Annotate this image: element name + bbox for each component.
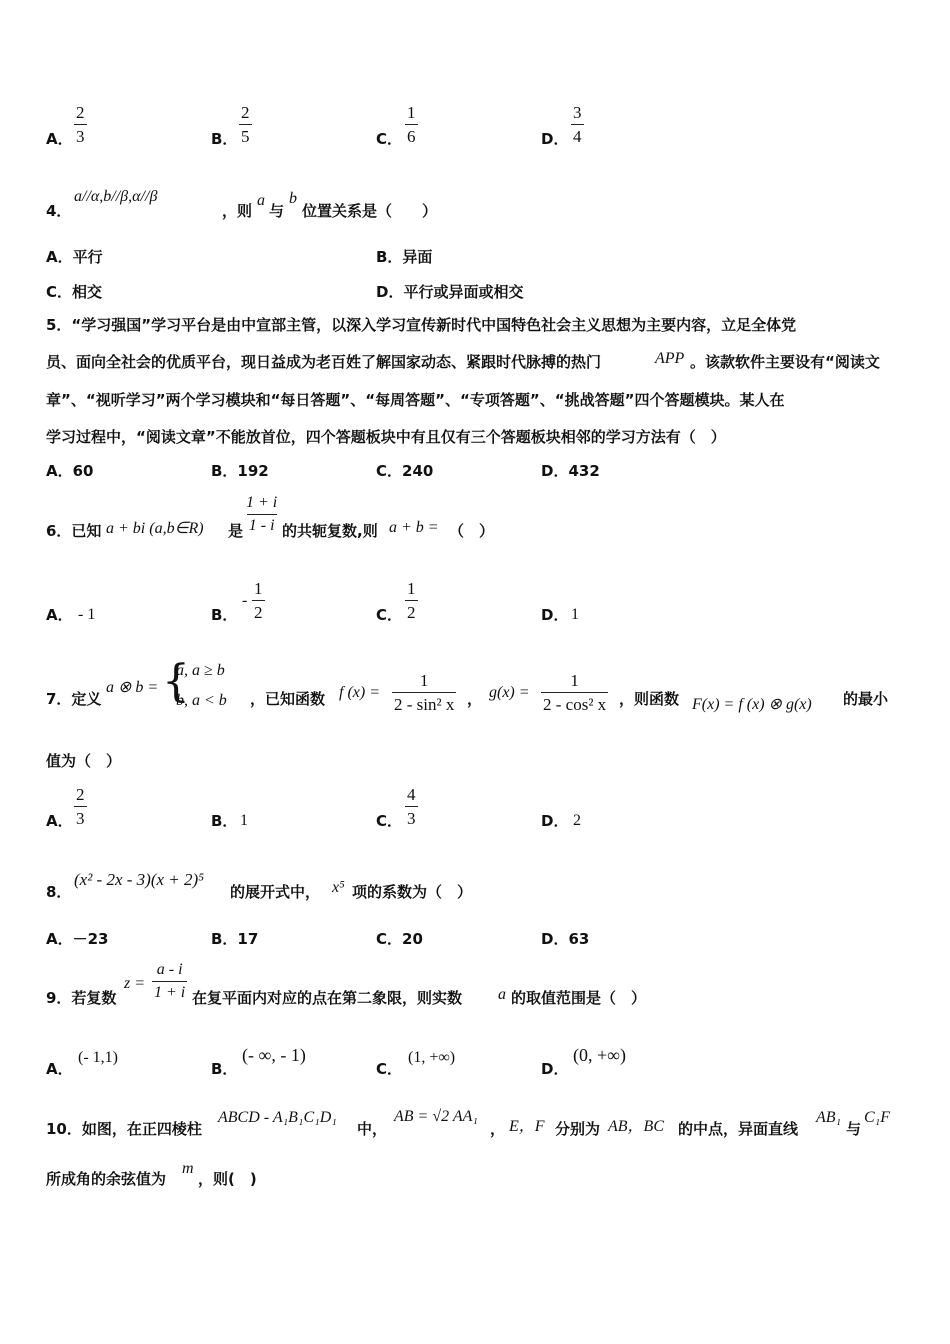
- q6-text2: 的共轭复数,则: [282, 522, 378, 540]
- q5-option-c: C．240: [376, 462, 434, 480]
- q3-option-b-label: B．: [211, 130, 238, 148]
- q3-option-c-label: C．: [376, 130, 403, 148]
- q7-option-d-label: D．: [541, 812, 569, 830]
- q6-fraction: $\frac{1 + i}{1 - i}$: [246, 494, 278, 534]
- q8-option-b: B．17: [211, 930, 259, 948]
- q9-number: 9．若复数: [46, 989, 117, 1007]
- q7-option-b-value: 1: [240, 812, 248, 829]
- q9-text2: 的取值范围是（ ）: [511, 989, 647, 1007]
- q5-line1: 5．“学习强国”学习平台是由中宣部主管，以深入学习宣传新时代中国特色社会主义思想为主要内容，立足全体党: [46, 316, 797, 334]
- q9-option-b-value: (- ∞, - 1): [242, 1045, 306, 1065]
- q4-text3: 位置关系是（ ）: [302, 202, 438, 220]
- q4-condition: a//α,b//β,α//β: [74, 188, 158, 205]
- q4-option-a: A．平行: [46, 248, 103, 266]
- q5-option-d: D．432: [541, 462, 600, 480]
- q9-fraction: $\frac{a - i}{1 + i}$: [154, 961, 186, 1001]
- q4-var-a: a: [257, 192, 265, 209]
- q5-option-a: A．60: [46, 462, 94, 480]
- q5-option-b: B．192: [211, 462, 269, 480]
- q6-option-b-fraction: $\frac{1}{2}$: [254, 579, 263, 622]
- q4-option-b: B．异面: [376, 248, 433, 266]
- q8-number: 8．: [46, 883, 72, 901]
- q6-option-d-label: D．: [541, 606, 569, 624]
- q7-f-fraction: $\frac{1}{\text{2 - sin² x}}$: [394, 671, 455, 714]
- q7-option-d-value: 2: [573, 812, 581, 829]
- q10-line2a: 所成角的余弦值为: [46, 1170, 167, 1188]
- q9-option-c-label: C．: [376, 1060, 403, 1078]
- q8-option-c: C．20: [376, 930, 423, 948]
- q5-line3: 章”、“视听学习”两个学习模块和“每日答题”、“每周答题”、“专项答题”、“挑战答题”四个答题模块。某人在: [46, 391, 785, 409]
- q7-option-a-label: A．: [46, 812, 73, 830]
- q10-text1: 中，: [357, 1120, 388, 1138]
- q3-option-d-label: D．: [541, 130, 569, 148]
- q7-option-c-label: C．: [376, 812, 403, 830]
- q4-text1: ，则: [222, 202, 253, 220]
- q10-m: m: [182, 1160, 194, 1177]
- q6-option-c-label: C．: [376, 606, 403, 624]
- q5-line4: 学习过程中，“阅读文章”不能放首位，四个答题板块中有且仅有三个答题板块相邻的学习方法有（ ）: [46, 428, 726, 446]
- q7-comma: ，: [467, 690, 483, 708]
- q4-var-b: b: [289, 190, 297, 207]
- q6-option-a-label: A．: [46, 606, 73, 624]
- q10-equation: AB = √2 AA₁: [394, 1108, 478, 1125]
- q8-text2: 项的系数为（ ）: [352, 883, 473, 901]
- q7-text2: ，则函数: [619, 690, 680, 708]
- q7-line2: 值为（ ）: [46, 752, 122, 770]
- q7-f-lhs: f (x) =: [339, 684, 380, 701]
- q7-g-lhs: g(x) =: [489, 684, 530, 701]
- q7-number: 7．定义: [46, 690, 102, 708]
- q9-option-d-value: (0, +∞): [573, 1045, 626, 1065]
- q9-option-c-value: (1, +∞): [408, 1049, 456, 1066]
- q7-text3: 的最小: [843, 690, 889, 708]
- q7-option-b-label: B．: [211, 812, 238, 830]
- q10-ab1: AB₁: [816, 1109, 842, 1126]
- q9-option-a-value: (- 1,1): [78, 1049, 118, 1066]
- q6-text3: （ ）: [449, 522, 495, 540]
- q9-option-b-label: B．: [211, 1060, 238, 1078]
- q6-expr1: a + bi (a,b∈R): [106, 520, 204, 537]
- q6-number: 6．已知: [46, 522, 102, 540]
- q7-case2: b, a < b: [176, 692, 227, 709]
- q7-option-a-fraction: $\frac{2}{3}$: [76, 785, 85, 828]
- q9-option-a-label: A．: [46, 1060, 73, 1078]
- q3-option-b-fraction: $\frac{2}{5}$: [241, 103, 250, 146]
- q10-ef: E，F: [509, 1118, 545, 1135]
- q6-expr2: a + b =: [389, 519, 439, 536]
- q9-option-d-label: D．: [541, 1060, 569, 1078]
- q9-text1: 在复平面内对应的点在第二象限，则实数: [192, 989, 463, 1007]
- q5-app: APP: [655, 350, 685, 367]
- q6-text1: 是: [228, 522, 244, 540]
- q6-option-b-label: B．: [211, 606, 238, 624]
- q10-number: 10．如图，在正四棱柱: [46, 1120, 202, 1138]
- q4-text2: 与: [269, 202, 285, 220]
- q10-text4: 的中点，异面直线: [678, 1120, 799, 1138]
- q4-option-c: C．相交: [46, 283, 103, 301]
- q7-g-fraction: $\frac{1}{\text{2 - cos² x}}$: [543, 671, 607, 714]
- q6-option-a-value: - 1: [78, 606, 96, 623]
- q10-prism: ABCD - A₁B₁C₁D₁: [218, 1109, 337, 1126]
- q9-z-lhs: z =: [124, 975, 146, 992]
- q6-option-c-fraction: $\frac{1}{2}$: [407, 579, 416, 622]
- q5-line2b: 。该款软件主要设有“阅读文: [690, 353, 880, 371]
- q8-option-d: D．63: [541, 930, 590, 948]
- q4-number: 4．: [46, 202, 72, 220]
- q3-option-d-fraction: $\frac{3}{4}$: [573, 103, 582, 146]
- q3-option-a-fraction: $\frac{2}{3}$: [76, 103, 85, 146]
- q7-text1: ，已知函数: [250, 690, 326, 708]
- q8-term: x⁵: [332, 879, 345, 896]
- q8-text1: 的展开式中，: [230, 883, 321, 901]
- q7-brace: {: [162, 656, 190, 707]
- q6-option-b-sign: -: [242, 592, 248, 609]
- q5-line2a: 员、面向全社会的优质平台，现日益成为老百姓了解国家动态、紧跟时代脉搏的热门: [46, 353, 602, 371]
- q7-F-expr: F(x) = f (x) ⊗ g(x): [692, 696, 812, 713]
- q3-option-c-fraction: $\frac{1}{6}$: [407, 103, 416, 146]
- q3-option-a-label: A．: [46, 130, 73, 148]
- q6-option-d-value: 1: [571, 606, 579, 623]
- q10-c1f: C₁F: [864, 1109, 891, 1126]
- q8-option-a: A．－23: [46, 930, 109, 948]
- q8-expression: (x² - 2x - 3)(x + 2)⁵: [74, 870, 205, 889]
- q7-def-lhs: a ⊗ b =: [106, 679, 159, 696]
- q9-var: a: [498, 986, 506, 1003]
- q10-text3: 分别为: [555, 1120, 601, 1138]
- q10-line2b: ，则( ): [198, 1170, 257, 1188]
- q7-option-c-fraction: $\frac{4}{3}$: [407, 785, 416, 828]
- q10-ab-bc: AB，BC: [608, 1118, 664, 1135]
- q10-text5: 与: [846, 1120, 862, 1138]
- q10-text2: ，: [490, 1120, 506, 1138]
- q7-case1: a, a ≥ b: [176, 662, 225, 679]
- q4-option-d: D．平行或异面或相交: [376, 283, 524, 301]
